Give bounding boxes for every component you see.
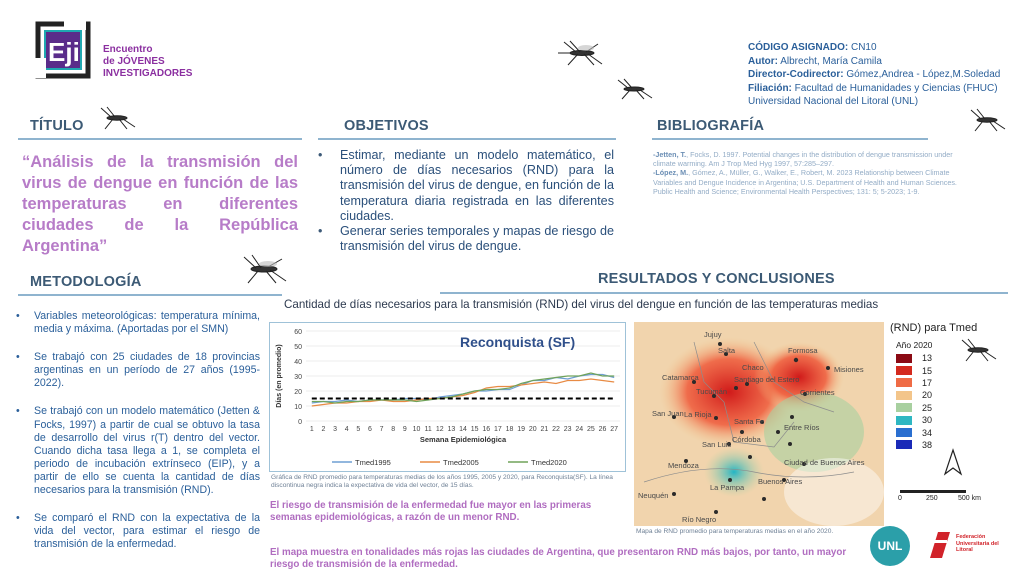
map-label-san-luis: San Luis — [702, 440, 732, 449]
legend-item — [896, 414, 1018, 426]
legend-swatch — [896, 416, 912, 425]
x-tick-label: 22 — [552, 426, 560, 433]
section-rule — [318, 138, 616, 140]
bibliografia-list — [653, 150, 969, 196]
x-tick-label: 27 — [610, 426, 619, 433]
legend-swatch — [896, 378, 912, 387]
metodologia-item: • Se comparó el RND con la expectativa de la vida del vector, para estimar el riesgo de transmisión de la enfermedad. — [10, 512, 260, 551]
x-tick-label: 17 — [493, 426, 502, 433]
autor-value: Albrecht, María Camila — [778, 55, 882, 67]
legend-label: 34 — [922, 427, 933, 438]
legend-item — [896, 364, 1018, 376]
chart-title: Reconquista (SF) — [460, 334, 576, 350]
map-label-entre-rios: Entre Ríos — [784, 423, 820, 432]
rnd-map — [634, 322, 884, 526]
bib-author: -López, M. — [653, 168, 689, 178]
map-label-jujuy: Jujuy — [704, 330, 722, 339]
x-tick-label: 19 — [517, 426, 526, 433]
event-name-line1: Encuentro — [103, 44, 153, 55]
x-tick-label: 18 — [505, 426, 514, 433]
legend-label: Tmed2005 — [443, 458, 479, 467]
bibliografia-item — [653, 168, 969, 196]
y-axis-label: Días (en promedio) — [276, 344, 283, 408]
x-tick-label: 1 — [309, 426, 314, 433]
map-label-mendoza: Mendoza — [668, 461, 699, 470]
author-info — [748, 41, 1020, 109]
legend-label: 38 — [922, 439, 933, 450]
x-tick-label: 24 — [575, 426, 584, 433]
legend-label: Tmed1995 — [355, 458, 391, 467]
legend-year: Año 2020 — [896, 340, 933, 350]
legend-label: Tmed2020 — [531, 458, 567, 467]
map-scale — [896, 490, 1006, 503]
north-arrow-icon — [942, 448, 964, 476]
x-tick-label: 6 — [368, 426, 372, 433]
x-tick-label: 2 — [321, 426, 326, 433]
x-tick-label: 11 — [424, 426, 432, 433]
event-name-line2: de JÓVENES — [103, 56, 165, 67]
legend-label: 17 — [922, 377, 933, 388]
y-tick-label: 40 — [294, 359, 302, 366]
objetivo-item: • Generar series temporales y mapas de riesgo de transmisión del virus de dengue. — [318, 224, 614, 254]
objetivo-item: • Estimar, mediante un modelo matemático, el número de días necesarios (RND) para la transmisión del virus de dengue, en función de la temperatura diaria registrada en las diferentes ciudades. — [318, 148, 614, 224]
legend-swatch — [896, 391, 912, 400]
results-subtitle: Cantidad de días necesarios para la transmisión (RND) del virus del dengue en función de las temperaturas medias — [284, 298, 879, 311]
x-tick-label: 23 — [563, 426, 572, 433]
legend-label: 20 — [922, 390, 933, 401]
map-label-rio-negro: Río Negro — [682, 515, 717, 524]
legend-item — [896, 402, 1018, 414]
bib-author: -Jetten, T. — [653, 150, 687, 159]
x-tick-label: 16 — [482, 426, 491, 433]
y-tick-label: 0 — [298, 419, 302, 426]
legend-swatch — [896, 440, 912, 449]
bib-text: , Focks, D. 1997. Potential changes in the distribution of dengue transmission under climate warming. Am J Trop Med Hyg 1997, 57:285–297. — [653, 150, 953, 169]
mosquito-icon — [612, 78, 656, 100]
event-name-line3: INVESTIGADORES — [103, 68, 193, 79]
x-tick-label: 10 — [412, 426, 421, 433]
mosquito-icon — [556, 40, 608, 66]
codigo-value: CN10 — [848, 42, 877, 53]
map-label-corrientes: Corrientes — [800, 388, 835, 397]
scale-500: 500 km — [958, 495, 981, 502]
map-label-la-pampa: La Pampa — [710, 483, 745, 492]
map-label-catamarca: Catamarca — [662, 373, 699, 382]
y-tick-label: 10 — [294, 404, 302, 411]
metodologia-list — [10, 310, 260, 566]
mosquito-icon — [95, 106, 139, 130]
legend-item — [896, 426, 1018, 438]
map-label-caba: Ciudad de Buenos Aires — [784, 458, 865, 467]
x-tick-label: 4 — [344, 426, 349, 433]
legend-item — [896, 377, 1018, 389]
universidad: Universidad Nacional del Litoral (UNL) — [748, 96, 919, 108]
poster-title: “Análisis de la transmisión del virus de dengue en función de las temperaturas en diferentes ciudades de la República Argentina” — [22, 153, 298, 255]
filiacion-label: Filiación: — [748, 82, 792, 94]
bib-text: , Gómez, A., Müller, G., Walker, E., Robert, M. 2023 Relationship between Climate Variables and Dengue Incidence in Argentina; U.S. Department of Health and Human Sciences. Public Health and Science; Environmental Health Perspectives; 131: 5; 5-2023; 1-9. — [653, 168, 957, 196]
x-tick-label: 20 — [528, 426, 537, 433]
rnd-chart-svg — [270, 323, 625, 471]
x-tick-label: 13 — [447, 426, 456, 433]
metodologia-item: • Variables meteorológicas: temperatura mínima, media y máxima. (Aportadas por el SMN) — [10, 310, 260, 336]
director-value: Gómez,Andrea - López,M.Soledad — [843, 69, 1001, 81]
conclusion-1: El riesgo de transmisión de la enfermedad fue mayor en las primeras semanas epidemiológicas, a razón de un menor RND. — [270, 500, 592, 524]
logo-mark: Eji — [48, 37, 80, 67]
unl-logo: UNL — [870, 526, 910, 566]
map-label-santa-fe: Santa Fe — [734, 417, 765, 426]
legend-item — [896, 352, 1018, 364]
legend-swatch — [896, 428, 912, 437]
mosquito-icon — [965, 108, 1009, 132]
x-tick-label: 14 — [459, 426, 467, 433]
y-tick-label: 50 — [294, 344, 302, 351]
y-tick-label: 60 — [294, 329, 302, 336]
x-tick-label: 7 — [379, 426, 384, 433]
codigo-label: CÓDIGO ASIGNADO: — [748, 42, 849, 53]
map-label-santiago: Santiago del Estero — [734, 375, 800, 384]
section-rule — [440, 292, 1008, 294]
legend-label: 15 — [922, 365, 933, 376]
legend-title: (RND) para Tmed — [890, 322, 978, 334]
section-rule — [652, 138, 928, 140]
map-label-san-juan: San Juan — [652, 409, 684, 418]
map-legend — [888, 322, 1018, 451]
filiacion-value: Facultad de Humanidades y Ciencias (FHUC) — [791, 82, 998, 94]
map-label-formosa: Formosa — [788, 346, 818, 355]
section-title-bibliografia: BIBLIOGRAFÍA — [657, 118, 765, 134]
map-label-neuquen: Neuquén — [638, 491, 669, 500]
conclusion-2: El mapa muestra en tonalidades más rojas las ciudades de Argentina, que presentaron RND más bajos, por tanto, un mayor riesgo de transmisión de la enfermedad. — [270, 547, 847, 571]
x-tick-label: 26 — [598, 426, 607, 433]
legend-swatch — [896, 403, 912, 412]
legend-label: 25 — [922, 402, 933, 413]
legend-swatch — [896, 354, 912, 363]
legend-label: 30 — [922, 415, 933, 426]
section-title-resultados: RESULTADOS Y CONCLUSIONES — [598, 271, 835, 287]
map-label-misiones: Misiones — [834, 365, 864, 374]
fuel-logo-text: Federación Universitaria del Litoral — [956, 534, 999, 554]
event-logo — [30, 18, 96, 82]
map-label-salta: Salta — [718, 346, 736, 355]
map-label-cordoba: Córdoba — [732, 435, 761, 444]
scale-0: 0 — [898, 495, 902, 502]
map-label-tucuman: Tucumán — [696, 387, 727, 396]
x-axis-label: Semana Epidemiológica — [419, 435, 507, 444]
section-title-metodologia: METODOLOGÍA — [30, 274, 142, 290]
legend-label: 13 — [922, 353, 933, 364]
director-label: Director-Codirector: — [748, 69, 844, 81]
section-title-titulo: TÍTULO — [30, 118, 84, 134]
mosquito-icon — [236, 254, 292, 284]
section-rule — [18, 138, 302, 140]
x-tick-label: 3 — [333, 426, 338, 433]
x-tick-label: 21 — [540, 426, 549, 433]
x-tick-label: 5 — [356, 426, 361, 433]
objetivos-list — [318, 148, 614, 254]
x-tick-label: 25 — [587, 426, 595, 433]
autor-label: Autor: — [748, 55, 778, 67]
y-tick-label: 20 — [294, 389, 302, 396]
legend-item — [896, 389, 1018, 401]
x-tick-label: 12 — [435, 426, 444, 433]
section-rule — [18, 294, 282, 296]
legend-swatch — [896, 366, 912, 375]
map-caption: Mapa de RND promedio para temperaturas medias en el año 2020. — [636, 528, 834, 535]
event-name — [103, 44, 192, 80]
fuel-logo-icon — [928, 528, 952, 560]
bibliografia-item — [653, 150, 969, 168]
map-label-la-rioja: La Rioja — [684, 410, 712, 419]
y-tick-label: 30 — [294, 374, 302, 381]
metodologia-item: • Se trabajó con un modelo matemático (Jetten & Focks, 1997) a partir de cual se obtuvo la tasa de desarrollo del virus r(T) dentro del vector. Cuando dicha tasa llega a 1, se completa el periodo de incubación extrínseco (EIP), y a partir de ello se cuenta la cantidad de días necesarios para la transmisión (RND). — [10, 405, 260, 497]
rnd-chart — [269, 322, 626, 472]
scale-250: 250 — [926, 495, 938, 502]
x-tick-label: 8 — [391, 426, 396, 433]
x-tick-label: 15 — [470, 426, 479, 433]
chart-caption: Gráfica de RND promedio para temperaturas medias de los años 1995, 2005 y 2020, para Reconquista(SF). La línea discontinua negra indica la expectativa de vida del vector, de 15 días. — [271, 474, 613, 490]
map-label-buenos-aires: Buenos Aires — [758, 477, 803, 486]
metodologia-item: • Se trabajó con 25 ciudades de 18 provincias argentinas en un período de 27 años (1995-2022). — [10, 351, 260, 390]
section-title-objetivos: OBJETIVOS — [344, 118, 429, 134]
x-tick-label: 9 — [402, 426, 407, 433]
map-label-chaco: Chaco — [742, 363, 764, 372]
